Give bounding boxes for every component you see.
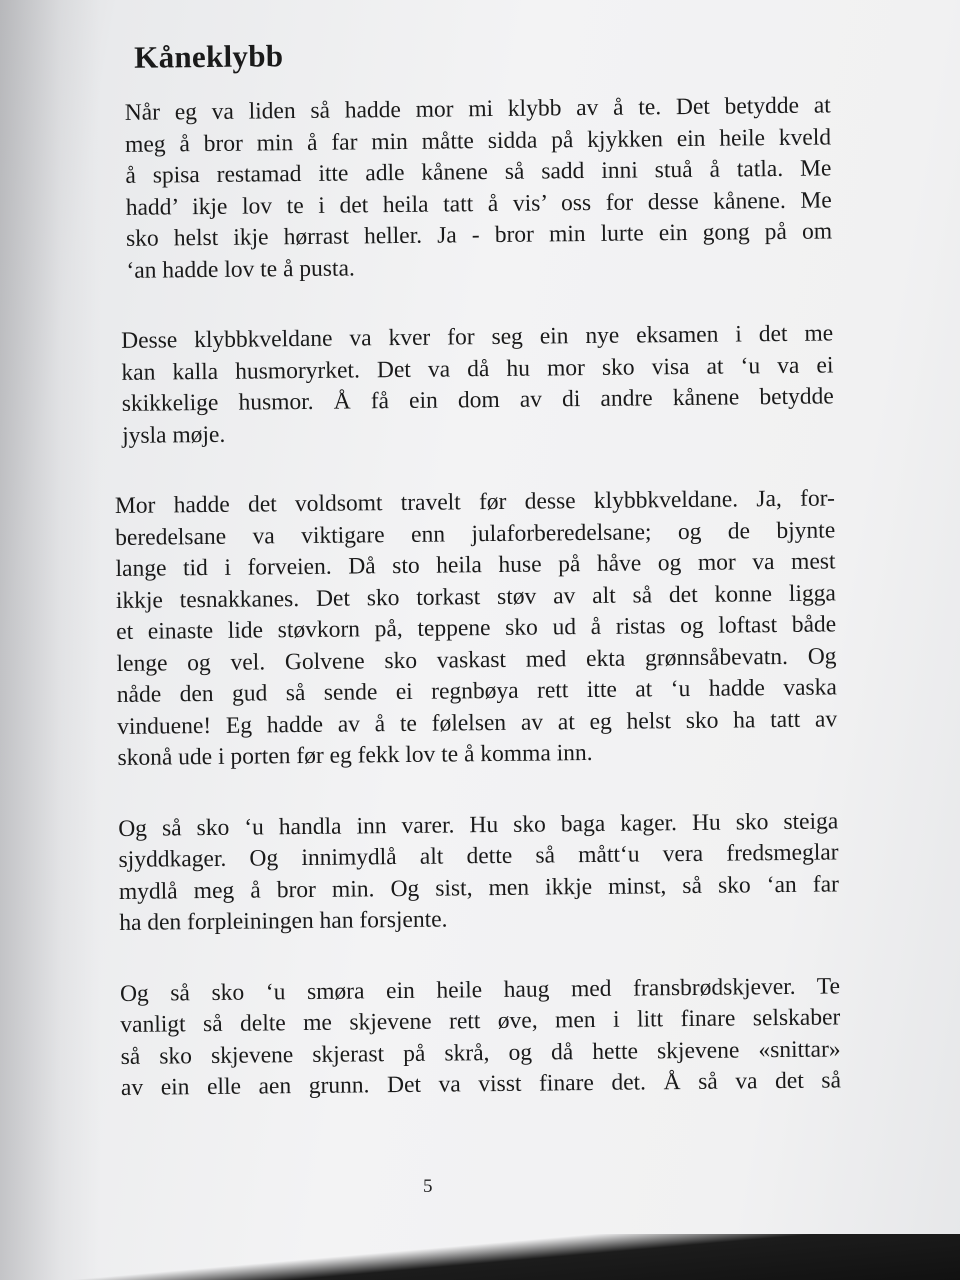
text-line: så sko skjevene skjerast på skrå, og då hette skjevene «snittar» (120, 1035, 841, 1070)
text-line: vinduene! Eg hadde av å te følelsen av at eg helst sko ha tatt av (117, 705, 838, 740)
text-line: jysla møje. (122, 421, 226, 449)
text-line: Og så sko ‘u smøra ein heile haug med fransbrødskjever. Te (119, 972, 841, 1007)
book-bottom-edge (0, 1234, 960, 1280)
text-line: meg å bror min å far min måtte sidda på kjykken ein heile kveld (124, 123, 832, 158)
text-line: lenge og vel. Golvene sko vaskast med ekta grønnsåbevatn. Og (116, 642, 837, 677)
text-line: vanligt så delte me skjevene rett øve, men i litt finare selskaber (120, 1004, 841, 1038)
text-line: hadd’ ikje lov te i det heila tatt å vis’ oss for desse kånene. Me (125, 186, 832, 221)
text-line: ikkje tesnakkanes. Det sko torkast støv av alt så det konne ligga (115, 579, 836, 614)
paragraph-5 (120, 971, 841, 1105)
text-line: kan kalla husmoryrket. Det va då hu mor sko visa at ‘u va ei (121, 351, 834, 386)
paragraph-4 (118, 806, 839, 940)
text-line: lange tid i forveien. Då sto heila huse på håve og mor va mest (115, 548, 836, 582)
page-text (110, 32, 842, 1143)
text-line: mydlå meg å bror min. Og sist, men ikkje minst, så sko ‘an far (118, 870, 840, 905)
page-gutter-shadow (0, 0, 100, 1280)
text-line: av ein elle aen grunn. Det va visst finare det. Å så va det så (120, 1067, 842, 1101)
text-line: sko helst ikje hørrast heller. Ja - bror min lurte ein gong på om (125, 218, 833, 252)
text-line: Når eg va liden så hadde mor mi klybb av å te. Det betydde at (124, 92, 831, 126)
paragraph-1 (111, 90, 833, 287)
text-line: beredelsane va viktigare enn julaforberedelsane; og de bjynte (115, 516, 836, 551)
text-line: nåde den gud så sende ei regnbøya rett itte at ‘u hadde vaska (116, 674, 837, 708)
text-line: å spisa restamad itte adle kånene så sadd inni stuå å tatla. Me (125, 155, 832, 189)
text-line: et einaste lide støvkorn på, teppene sko ud å ristas og loftast både (116, 611, 837, 645)
chapter-title: Kåneklybb (133, 38, 284, 75)
text-line: sjyddkager. Og innimydlå alt dette så mått‘u vera fredsmeglar (118, 839, 839, 873)
text-line: skikkelige husmor. Å få ein dom av di andre kånene betydde (121, 383, 834, 417)
text-line: skonå ude i porten før eg fekk lov te å komma inn. (117, 739, 593, 771)
page-number: 5 (423, 1176, 433, 1197)
paragraph-3 (115, 483, 838, 774)
text-line: Desse klybbkveldane va kver for seg ein nye eksamen i det me (121, 320, 834, 354)
text-line: ha den forpleiningen han forsjente. (119, 906, 448, 936)
paragraph-2 (113, 318, 834, 452)
text-line: Og så sko ‘u handla inn varer. Hu sko baga kager. Hu sko steiga (118, 807, 839, 842)
text-line: Mor hadde det voldsomt travelt før desse klybbkveldane. Ja, for- (114, 485, 835, 519)
text-line: ‘an hadde lov te å pusta. (126, 254, 355, 284)
